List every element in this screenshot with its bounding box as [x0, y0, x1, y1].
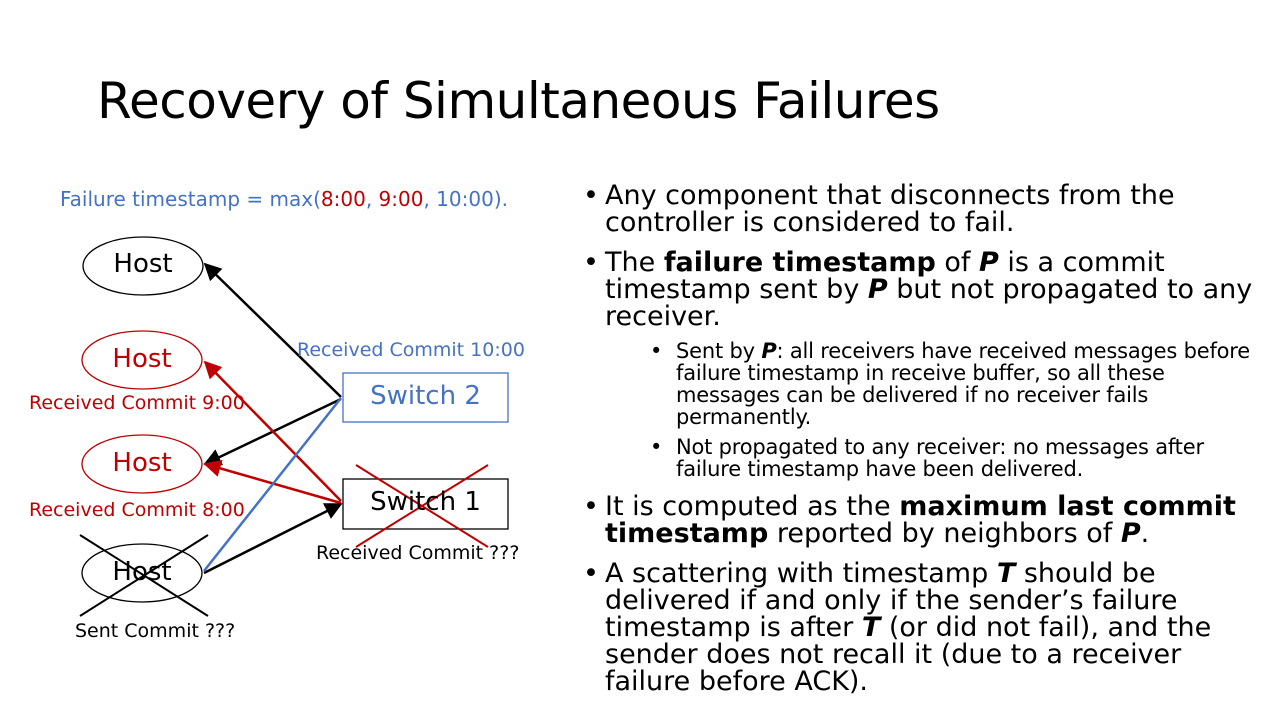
sub-bullet-1-text-1: Sent by — [676, 339, 762, 363]
host-failed-sent-label: Sent Commit ??? — [75, 620, 236, 642]
bullet-2-text-4: but not propagated to any receiver. — [605, 274, 1253, 332]
bullet-2-text-1: The — [605, 247, 664, 278]
sub-bullet-2: • Not propagated to any receiver: no messages after failure timestamp have been delivered. — [605, 436, 1273, 480]
switch1-label: Switch 1 — [370, 487, 481, 517]
bullet-3 — [583, 493, 1273, 547]
bullet-list — [583, 182, 1273, 708]
bullet-3-bold: maximum last commit timestamp — [605, 491, 1236, 549]
bullet-3-var-p: P — [1120, 518, 1141, 549]
host-failed-label: Host — [112, 557, 172, 587]
formula-sep1: , — [365, 187, 379, 211]
host-top-label: Host — [113, 249, 173, 279]
host-red-2-received-label: Received Commit 8:00 — [29, 499, 245, 521]
edge-switch1-to-host-red-1 — [205, 362, 341, 501]
sub-bullet-1 — [605, 340, 1273, 428]
formula-t1: 8:00 — [320, 187, 366, 211]
bullet-4-text-3: (or did not fail), and the sender does not recall it (due to a receiver failure before ACK). — [605, 612, 1212, 697]
bullet-2-bold: failure timestamp — [663, 247, 936, 278]
formula-t3: 10:00 — [436, 187, 494, 211]
formula-suffix: ). — [493, 187, 508, 211]
formula-prefix: Failure timestamp = max( — [60, 187, 321, 211]
switch2-label: Switch 2 — [370, 381, 481, 411]
bullet-2-var-p: P — [979, 247, 999, 278]
switch2-received-label: Received Commit 10:00 — [297, 339, 525, 361]
bullet-4-text-1: A scattering with timestamp — [605, 558, 997, 589]
bullet-2-sublist — [605, 340, 1273, 480]
bullet-3-text-3: . — [1140, 518, 1150, 549]
formula-sep2: , — [423, 187, 437, 211]
formula-t2: 9:00 — [378, 187, 424, 211]
bullet-3-text-1: It is computed as the — [605, 491, 900, 522]
bullet-1: • Any component that disconnects from the controller is considered to fail. — [583, 182, 1273, 236]
bullet-4 — [583, 560, 1273, 695]
bullet-4-var-t: T — [996, 558, 1016, 589]
host-red-1-label: Host — [112, 344, 172, 374]
sub-bullet-1-var-p: P — [761, 339, 777, 363]
bullet-4-var-t-2: T — [861, 612, 881, 643]
bullet-4-text-2: should be delivered if and only if the sender’s failure timestamp is after — [605, 558, 1178, 643]
sub-bullet-1-text-2: : all receivers have received messages before failure timestamp in receive buffer, so all these messages can be delivered if no receiver fails permanently. — [676, 339, 1250, 429]
switch1-received-label: Received Commit ??? — [316, 542, 520, 564]
bullet-2-var-p-2: P — [867, 274, 888, 305]
bullet-3-text-2: reported by neighbors of — [768, 518, 1121, 549]
host-red-2-label: Host — [112, 448, 172, 478]
bullet-2-text-2: of — [935, 247, 980, 278]
failure-timestamp-formula — [60, 187, 508, 211]
diagram — [0, 0, 580, 720]
bullet-2 — [583, 249, 1273, 480]
bullet-2-text-3: is a commit timestamp sent by — [605, 247, 1165, 305]
host-red-1-received-label: Received Commit 9:00 — [29, 392, 245, 414]
slide-title: Recovery of Simultaneous Failures — [97, 72, 940, 130]
edge-switch2-to-host-top — [205, 264, 341, 397]
